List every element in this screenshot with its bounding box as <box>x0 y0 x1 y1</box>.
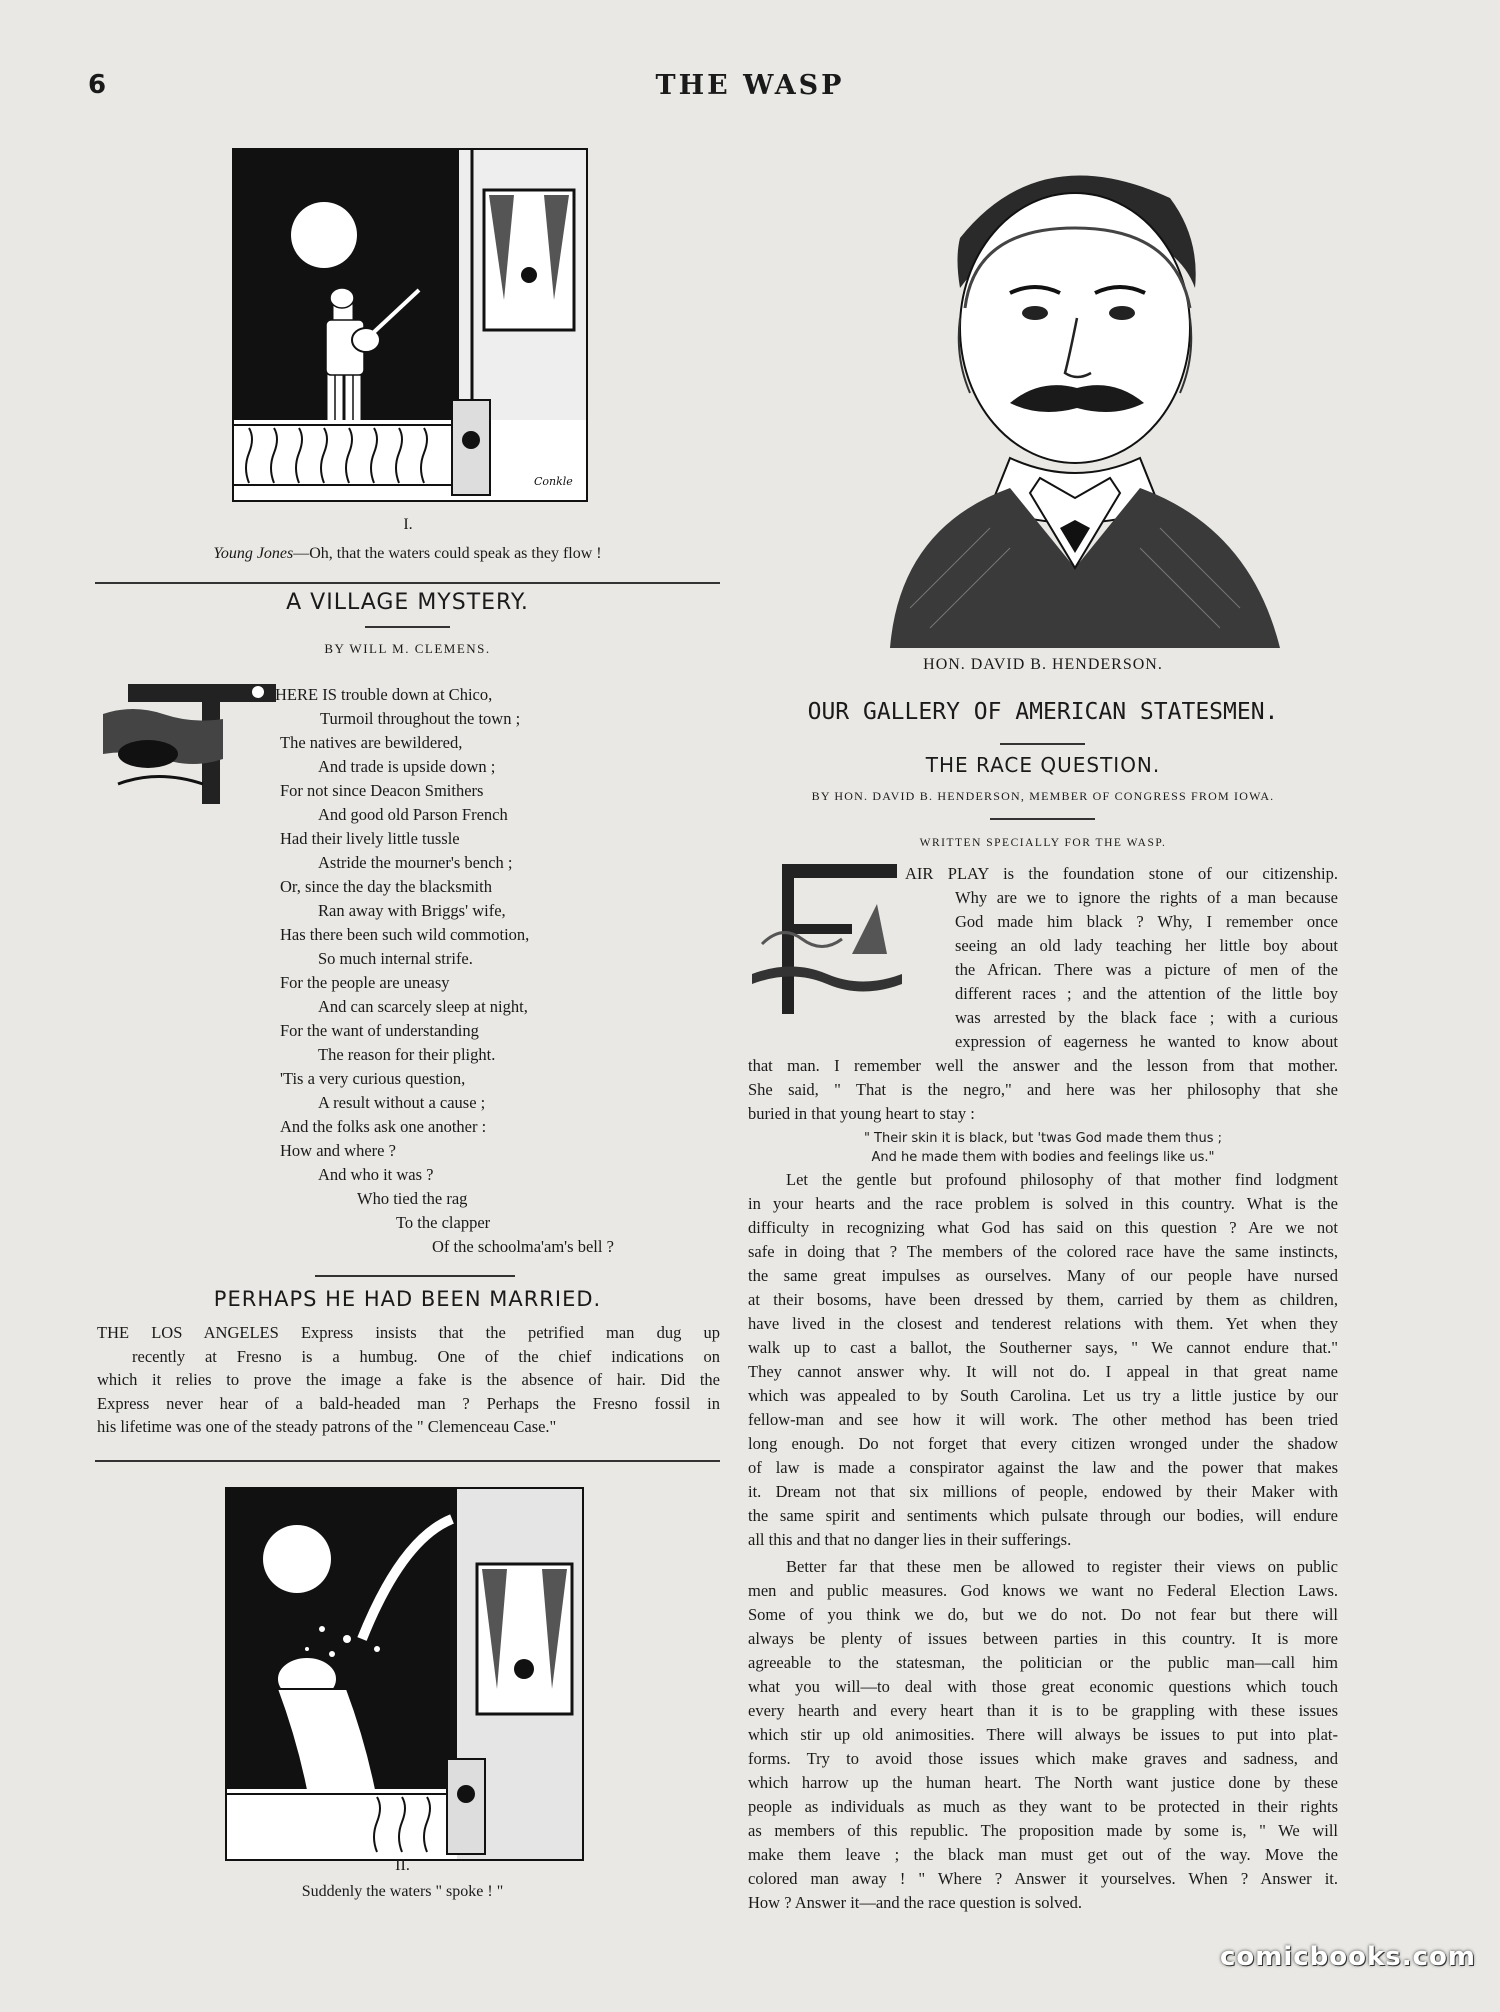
poem-line: Or, since the day the blacksmith <box>280 877 492 896</box>
intro-line: seeing an old lady teaching her little boy about <box>955 936 1338 955</box>
race-question-byline: BY HON. DAVID B. HENDERSON, MEMBER OF CONGRESS FROM IOWA. <box>811 789 1275 803</box>
poem-line: For the people are uneasy <box>280 973 450 992</box>
paragraph-two-line: of law is made a conspirator against the law and the power that makes <box>748 1458 1338 1477</box>
paragraph-two-line: the same spirit and sentiments which pulsate through our bodies, will endure <box>748 1506 1338 1525</box>
portrait-caption: HON. DAVID B. HENDERSON. <box>923 656 1163 673</box>
poem-line: Had their lively little tussle <box>280 829 460 848</box>
poem-line: HERE IS trouble down at Chico, <box>275 685 493 704</box>
article-line: which it relies to prove the image a fake is the absence of hair. Did the <box>97 1370 720 1389</box>
paragraph-three-line: Some of you think we do, but we do not. Do not fear but there will <box>748 1605 1338 1624</box>
paragraph-three-line: men and public measures. God knows we want no Federal Election Laws. <box>748 1581 1338 1600</box>
illustration-splash <box>225 1487 584 1861</box>
quote-line: " Their skin it is black, but 'twas God made them thus ; <box>863 1131 1223 1146</box>
poem-line: And good old Parson French <box>318 805 508 824</box>
svg-text:Conkle: Conkle <box>534 475 573 488</box>
village-mystery-byline: BY WILL M. CLEMENS. <box>324 641 491 656</box>
caption-speaker: Young Jones <box>213 545 294 562</box>
paragraph-two-line: have lived in the closest and tenderest relations with them. Yet when they <box>748 1314 1338 1333</box>
village-mystery-title: A VILLAGE MYSTERY. <box>286 590 529 615</box>
intro-line: AIR PLAY is the foundation stone of our citizenship. <box>905 864 1338 883</box>
paragraph-two-line: fellow-man and see how it will work. The other method has been tried <box>748 1410 1338 1429</box>
poem-line: Has there been such wild commotion, <box>280 925 530 944</box>
illustration-two-numeral: II. <box>395 1857 410 1874</box>
poem-line: To the clapper <box>396 1213 491 1232</box>
paragraph-three-line: Better far that these men be allowed to register their views on public <box>786 1557 1338 1576</box>
poem-line: Astride the mourner's bench ; <box>318 853 513 872</box>
paragraph-two-line: long enough. Do not forget that every citizen wronged under the shadow <box>748 1434 1338 1453</box>
intro-line: She said, " That is the negro," and here was her philosophy that she <box>748 1080 1338 1099</box>
poem-line: Of the schoolma'am's bell ? <box>432 1237 614 1256</box>
paragraph-three-line: which harrow up the human heart. The North want justice done by these <box>748 1773 1338 1792</box>
poem-line: So much internal strife. <box>318 949 473 968</box>
written-note: WRITTEN SPECIALLY FOR THE WASP. <box>919 837 1167 849</box>
paragraph-three-line: colored man away ! " Where ? Answer it yourselves. When ? Answer it. <box>748 1869 1338 1888</box>
intro-line: Why are we to ignore the rights of a man because <box>955 888 1338 907</box>
serenade-drawing <box>234 150 586 500</box>
portrait-engraving <box>870 128 1300 648</box>
article-line: Express never hear of a bald-headed man ? Perhaps the Fresno fossil in <box>97 1393 720 1413</box>
paragraph-two-line: They cannot answer why. It will not do. I appeal in that great name <box>748 1362 1338 1381</box>
illustration-one-numeral: I. <box>403 516 413 533</box>
poem-line: The reason for their plight. <box>318 1045 496 1064</box>
intro-line: expression of eagerness he wanted to know about <box>955 1032 1338 1051</box>
paragraph-two-line: Let the gentle but profound philosophy of that mother find lodgment <box>786 1170 1338 1189</box>
paragraph-three-line: what you will—to deal with those great economic questions which touch <box>748 1677 1338 1696</box>
byline-rule <box>990 818 1095 820</box>
paragraph-two-line: in your hearts and the race problem is solved in this country. What is the <box>748 1194 1338 1213</box>
poem-line: Turmoil throughout the town ; <box>320 709 521 728</box>
paragraph-three-line: make them leave ; the black man must get out of the way. Move the <box>748 1845 1338 1864</box>
married-title: PERHAPS HE HAD BEEN MARRIED. <box>213 1287 602 1311</box>
paragraph-three-line: forms. Try to avoid those issues which make graves and sadness, and <box>748 1749 1338 1768</box>
intro-line: God made him black ? Why, I remember once <box>955 912 1338 931</box>
intro-line: the African. There was a picture of men of the <box>955 960 1338 979</box>
paragraph-three-line: which stir up old animosities. There will always be issues to put into plat- <box>748 1725 1338 1744</box>
article-line: recently at Fresno is a humbug. One of the chief indications on <box>132 1346 720 1366</box>
page-number: 6 <box>88 70 107 100</box>
poem-line: How and where ? <box>280 1141 396 1160</box>
article-line: THE LOS ANGELES Express insists that the petrified man dug up <box>97 1323 720 1342</box>
paragraph-two-line: the same great impulses as ourselves. Many of our people have nursed <box>748 1266 1338 1285</box>
paragraph-three-line: always be plenty of issues between parties in this country. It is more <box>748 1629 1338 1648</box>
title-rule <box>365 626 450 628</box>
race-question-title: THE RACE QUESTION. <box>925 753 1161 777</box>
poem-line: And the folks ask one another : <box>280 1117 487 1136</box>
initial-f-drawing <box>752 864 902 1014</box>
poem-line: A result without a cause ; <box>318 1093 486 1112</box>
henderson-portrait <box>870 128 1300 648</box>
poem-line: 'Tis a very curious question, <box>280 1069 466 1088</box>
paragraph-two-line: walk up to cast a ballot, the Southerner says, " We cannot endure that." <box>748 1338 1338 1357</box>
intro-line: buried in that young heart to stay : <box>748 1104 975 1123</box>
poem-line: And who it was ? <box>318 1165 434 1184</box>
paragraph-two-line: which was appealed to by South Carolina. Let us try a little justice by our <box>748 1386 1338 1405</box>
intro-line: different races ; and the attention of the little boy <box>955 984 1338 1003</box>
paragraph-two-line: at their bosoms, have been dressed by them, carried by them as children, <box>748 1290 1338 1309</box>
paragraph-three-line: people as individuals as much as they want to be protected in their rights <box>748 1797 1338 1816</box>
gallery-title: OUR GALLERY OF AMERICAN STATESMEN. <box>807 699 1279 725</box>
illustration-one-caption <box>95 545 720 563</box>
paragraph-three-line: How ? Answer it—and the race question is solved. <box>748 1893 1083 1912</box>
married-article <box>97 1321 720 1439</box>
intro-line: that man. I remember well the answer and the lesson from that mother. <box>748 1056 1338 1075</box>
poem-line: The natives are bewildered, <box>280 733 463 752</box>
poem-line: For the want of understanding <box>280 1021 479 1040</box>
paragraph-three-line: agreeable to the statesman, the politician or the public man—call him <box>748 1653 1338 1672</box>
decorative-initial-t <box>98 684 276 812</box>
intro-line: was arrested by the black face ; with a curious <box>955 1008 1338 1027</box>
caption-text: —Oh, that the waters could speak as they flow ! <box>293 545 602 562</box>
decorative-initial-f <box>752 864 902 1014</box>
section-divider-2 <box>95 1460 720 1462</box>
poem-end-rule <box>315 1275 515 1277</box>
paragraph-three-line: as members of this republic. The proposition made by some is, " We will <box>748 1821 1338 1840</box>
poem-line: And trade is upside down ; <box>318 757 496 776</box>
illustration-two-caption: Suddenly the waters " spoke ! " <box>301 1883 504 1900</box>
site-watermark: comicbooks.com <box>1219 1942 1476 1972</box>
paragraph-two-line: all this and that no danger lies in their sufferings. <box>748 1530 1072 1549</box>
masthead: THE WASP <box>655 70 845 101</box>
quote-line: And he made them with bodies and feelings like us." <box>871 1150 1215 1165</box>
section-divider <box>95 582 720 584</box>
illustration-serenade <box>232 148 588 502</box>
poem-line: Ran away with Briggs' wife, <box>318 901 506 920</box>
paragraph-two-line: difficulty in recognizing what God has said on this question ? Are we not <box>748 1218 1338 1237</box>
paragraph-two-line: safe in doing that ? The members of the colored race have the same instincts, <box>748 1242 1338 1261</box>
article-line: his lifetime was one of the steady patrons of the " Clemenceau Case." <box>97 1417 557 1436</box>
splash-drawing <box>227 1489 582 1859</box>
paragraph-three-line: every hearth and every heart than it is to be grappling with these issues <box>748 1701 1338 1720</box>
initial-t-drawing <box>98 684 276 812</box>
paragraph-two-line: it. Dream not that six millions of people, endowed by their Maker with <box>748 1482 1338 1501</box>
gallery-rule <box>1000 743 1085 745</box>
poem-line: And can scarcely sleep at night, <box>318 997 528 1016</box>
poem-line: For not since Deacon Smithers <box>280 781 484 800</box>
poem-line: Who tied the rag <box>357 1189 468 1208</box>
